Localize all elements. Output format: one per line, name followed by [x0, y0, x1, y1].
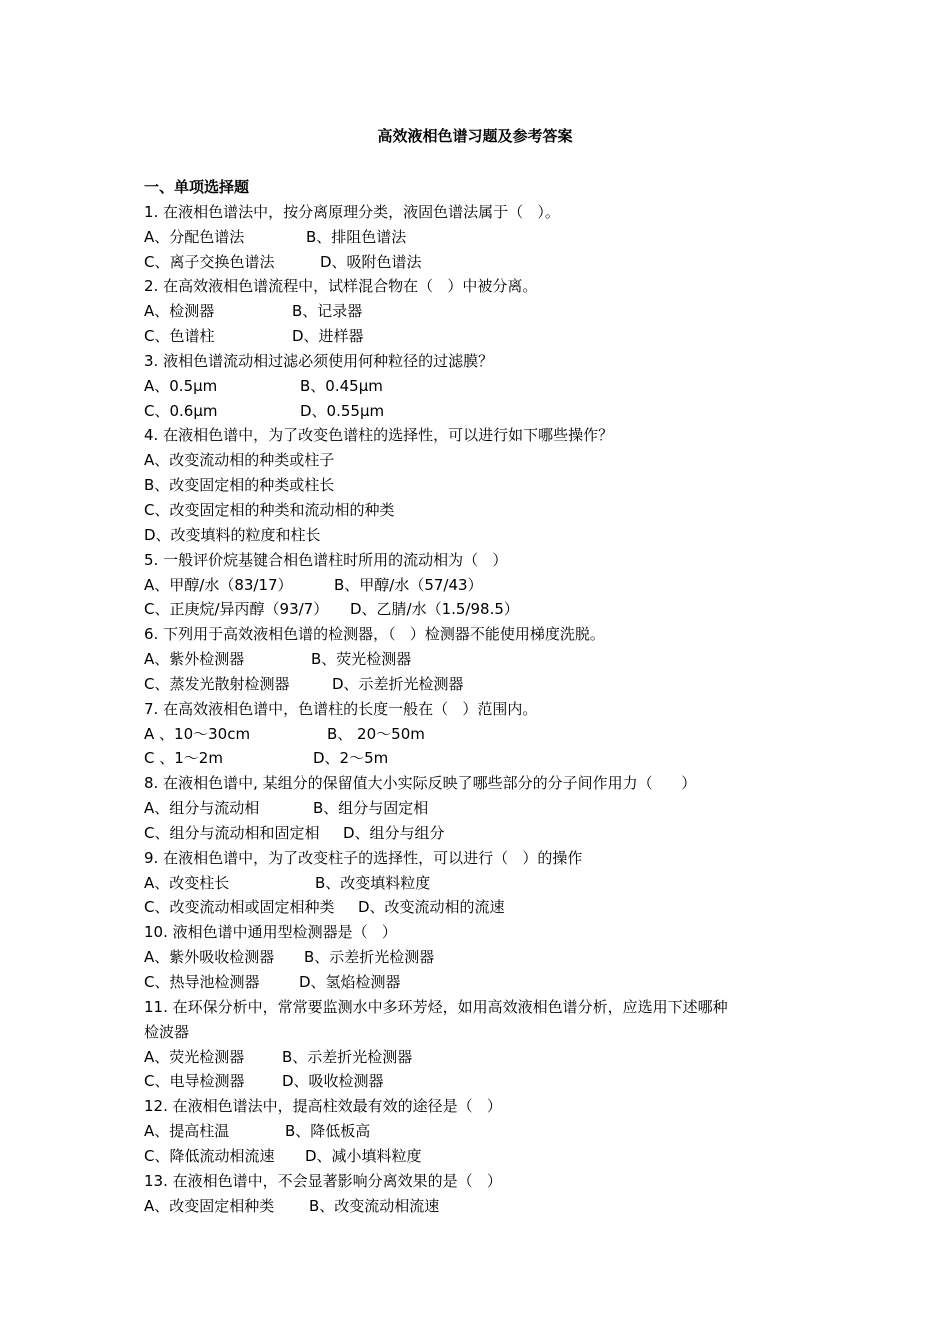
option-d: D、0.55μm [300, 401, 385, 420]
option-a: A、改变柱长 [144, 873, 230, 892]
option-a: A 、10～30cm [144, 724, 251, 743]
document-title: 高效液相色谱习题及参考答案 [377, 127, 573, 145]
question-stem: 7. 在高效液相色谱中，色谱柱的长度一般在（ ）范围内。 [144, 699, 538, 718]
question-stem: 4. 在液相色谱中，为了改变色谱柱的选择性，可以进行如下哪些操作？ [144, 426, 614, 445]
option-c: C、色谱柱 [144, 327, 215, 346]
option-a: A、组分与流动相 [144, 799, 260, 818]
option-b: B、示差折光检测器 [282, 1047, 413, 1066]
option-b: B、降低板高 [285, 1122, 371, 1141]
option-c: C、改变固定相的种类和流动相的种类 [144, 500, 395, 519]
option-a: A、紫外检测器 [144, 650, 245, 669]
option-d: D、示差折光检测器 [332, 674, 464, 693]
option-d: D、改变流动相的流速 [358, 898, 505, 917]
option-a: A、甲醇/水（83/17） [144, 575, 293, 594]
option-b: B、改变固定相的种类或柱长 [144, 476, 335, 495]
option-b: B、记录器 [292, 302, 363, 321]
question-list [144, 175, 824, 1218]
option-c: C、0.6μm [144, 401, 218, 420]
question-stem: 12. 在液相色谱法中，提高柱效最有效的途径是（ ） [144, 1097, 502, 1116]
option-a: A、检测器 [144, 302, 215, 321]
option-b: B、 20～50m [327, 724, 425, 743]
question-stem: 1. 在液相色谱法中，按分离原理分类，液固色谱法属于（ ）。 [144, 202, 560, 221]
option-a: A、紫外吸收检测器 [144, 948, 275, 967]
question-stem: 2. 在高效液相色谱流程中，试样混合物在（ ）中被分离。 [144, 277, 538, 296]
option-b: B、组分与固定相 [313, 799, 429, 818]
option-a: A、改变流动相的种类或柱子 [144, 451, 335, 470]
option-c: C、离子交换色谱法 [144, 252, 275, 271]
question-stem: 11. 在环保分析中，常常要监测水中多环芳烃，如用高效液相色谱分析，应选用下述哪种 [144, 997, 728, 1016]
option-b: B、改变填料粒度 [315, 873, 431, 892]
section-heading: 一、单项选择题 [144, 178, 250, 196]
option-a: A、分配色谱法 [144, 227, 245, 246]
option-d: D、乙腈/水（1.5/98.5） [350, 600, 519, 619]
option-b: B、甲醇/水（57/43） [334, 575, 483, 594]
question-stem: 8. 在液相色谱中, 某组分的保留值大小实际反映了哪些部分的分子间作用力（ ） [144, 774, 697, 793]
option-c: C、组分与流动相和固定相 [144, 823, 320, 842]
option-c: C 、1～2m [144, 749, 223, 768]
option-b: B、荧光检测器 [311, 650, 412, 669]
option-c: C、蒸发光散射检测器 [144, 674, 290, 693]
option-d: D、吸收检测器 [282, 1072, 384, 1091]
option-c: C、正庚烷/异丙醇（93/7） [144, 600, 329, 619]
option-c: C、热导池检测器 [144, 973, 260, 991]
question-stem: 3. 液相色谱流动相过滤必须使用何种粒径的过滤膜？ [144, 351, 494, 370]
question-stem: 13. 在液相色谱中，不会显著影响分离效果的是（ ） [144, 1171, 502, 1190]
option-b: B、排阻色谱法 [306, 227, 407, 246]
option-d: D、减小填料粒度 [305, 1146, 422, 1165]
option-d: D、氢焰检测器 [299, 973, 401, 991]
option-b: B、示差折光检测器 [304, 948, 435, 967]
option-b: B、0.45μm [300, 376, 383, 395]
question-stem: 10. 液相色谱中通用型检测器是（ ） [144, 923, 397, 942]
option-d: D、改变填料的粒度和柱长 [144, 525, 321, 544]
question-stem: 6. 下列用于高效液相色谱的检测器，（ ）检测器不能使用梯度洗脱。 [144, 625, 605, 644]
option-d: D、2～5m [313, 749, 389, 768]
question-stem-continued: 检波器 [144, 1022, 190, 1041]
option-c: C、改变流动相或固定相种类 [144, 898, 335, 917]
question-stem: 9. 在液相色谱中，为了改变柱子的选择性，可以进行（ ）的操作 [144, 848, 583, 867]
option-d: D、组分与组分 [343, 823, 445, 842]
option-c: C、电导检测器 [144, 1072, 245, 1091]
option-a: A、荧光检测器 [144, 1047, 245, 1066]
option-c: C、降低流动相流速 [144, 1146, 275, 1165]
option-b: B、改变流动相流速 [309, 1196, 440, 1215]
option-a: A、提高柱温 [144, 1122, 230, 1141]
option-d: D、吸附色谱法 [320, 252, 422, 271]
option-a: A、0.5μm [144, 376, 218, 395]
question-stem: 5. 一般评价烷基键合相色谱柱时所用的流动相为（ ） [144, 550, 508, 569]
option-d: D、进样器 [292, 327, 364, 346]
option-a: A、改变固定相种类 [144, 1196, 275, 1215]
